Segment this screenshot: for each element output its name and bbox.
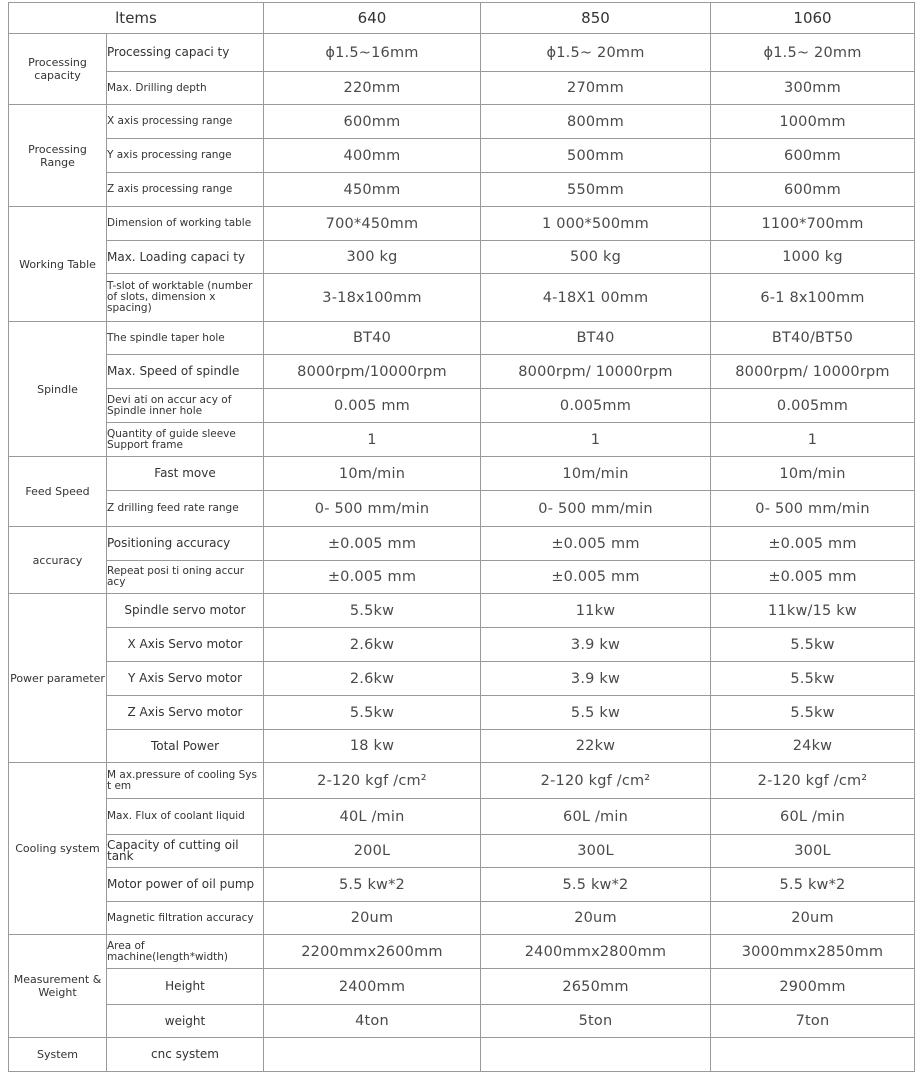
header-model-1060: 1060 — [711, 3, 915, 34]
value-640: 700*450mm — [264, 207, 481, 241]
table-row — [9, 355, 915, 389]
value-1060: 600mm — [711, 139, 915, 173]
value-1060: 1000 kg — [711, 241, 915, 274]
row-label: cnc system — [107, 1038, 264, 1072]
table-row — [9, 139, 915, 173]
value-640: 0.005 mm — [264, 389, 481, 423]
group-label: accuracy — [9, 527, 107, 594]
value-640: ɸ1.5~16mm — [264, 34, 481, 72]
value-850: 20um — [481, 902, 711, 935]
value-640: 400mm — [264, 139, 481, 173]
value-850: 2400mmx2800mm — [481, 935, 711, 969]
value-1060: 5.5 kw*2 — [711, 868, 915, 902]
value-640: 3-18x100mm — [264, 274, 481, 322]
table-row — [9, 1005, 915, 1038]
row-label: Height — [107, 969, 264, 1005]
table-row — [9, 322, 915, 355]
table-row — [9, 969, 915, 1005]
value-1060: 7ton — [711, 1005, 915, 1038]
value-1060: 5.5kw — [711, 662, 915, 696]
row-label: Max. Speed of spindle — [107, 355, 264, 389]
group-label: Processing Range — [9, 105, 107, 207]
value-640: 5.5kw — [264, 594, 481, 628]
row-label: T-slot of worktable (number of slots, dimension x spacing) — [107, 274, 264, 322]
table-row — [9, 207, 915, 241]
value-1060: 11kw/15 kw — [711, 594, 915, 628]
value-850: 10m/min — [481, 457, 711, 491]
value-640: 220mm — [264, 72, 481, 105]
table-row — [9, 105, 915, 139]
value-1060: BT40/BT50 — [711, 322, 915, 355]
row-label: M ax.pressure of cooling Sys t em — [107, 763, 264, 799]
row-label: Fast move — [107, 457, 264, 491]
value-640: 2400mm — [264, 969, 481, 1005]
group-label: Power parameter — [9, 594, 107, 763]
row-label: Area of machine(length*width) — [107, 935, 264, 969]
table-row — [9, 902, 915, 935]
table-row — [9, 389, 915, 423]
row-label: X Axis Servo motor — [107, 628, 264, 662]
table-row — [9, 935, 915, 969]
row-label: Repeat posi ti oning accur acy — [107, 561, 264, 594]
table-row — [9, 72, 915, 105]
value-850: 4-18X1 00mm — [481, 274, 711, 322]
value-1060: 2-120 kgf /cm² — [711, 763, 915, 799]
value-640: 5.5kw — [264, 696, 481, 730]
value-1060: 300L — [711, 835, 915, 868]
row-label: X axis processing range — [107, 105, 264, 139]
value-1060: 24kw — [711, 730, 915, 763]
value-640: 2.6kw — [264, 628, 481, 662]
group-label: Spindle — [9, 322, 107, 457]
group-label: Cooling system — [9, 763, 107, 935]
value-640: 10m/min — [264, 457, 481, 491]
value-640: 20um — [264, 902, 481, 935]
value-1060: 5.5kw — [711, 696, 915, 730]
table-row — [9, 628, 915, 662]
value-640: 8000rpm/10000rpm — [264, 355, 481, 389]
row-label: Max. Drilling depth — [107, 72, 264, 105]
row-label: Magnetic filtration accuracy — [107, 902, 264, 935]
value-640: 2200mmx2600mm — [264, 935, 481, 969]
value-1060: 0.005mm — [711, 389, 915, 423]
header-model-640: 640 — [264, 3, 481, 34]
row-label: Capacity of cutting oil tank — [107, 835, 264, 868]
value-1060: 1 — [711, 423, 915, 457]
value-850: 0- 500 mm/min — [481, 491, 711, 527]
value-1060: ±0.005 mm — [711, 527, 915, 561]
value-1060: ɸ1.5~ 20mm — [711, 34, 915, 72]
row-label: Max. Loading capaci ty — [107, 241, 264, 274]
header-model-850: 850 — [481, 3, 711, 34]
value-640: ±0.005 mm — [264, 561, 481, 594]
value-640: 0- 500 mm/min — [264, 491, 481, 527]
group-label: Measurement & Weight — [9, 935, 107, 1038]
table-row — [9, 868, 915, 902]
value-1060: 1100*700mm — [711, 207, 915, 241]
table-row — [9, 274, 915, 322]
value-640: 18 kw — [264, 730, 481, 763]
table-row — [9, 34, 915, 72]
group-label: Processing capacity — [9, 34, 107, 105]
value-850: 500mm — [481, 139, 711, 173]
value-1060: 3000mmx2850mm — [711, 935, 915, 969]
table-row — [9, 594, 915, 628]
table-row — [9, 763, 915, 799]
value-850: ±0.005 mm — [481, 561, 711, 594]
value-640: ±0.005 mm — [264, 527, 481, 561]
table-row — [9, 662, 915, 696]
value-850: ±0.005 mm — [481, 527, 711, 561]
value-1060: 1000mm — [711, 105, 915, 139]
value-1060: 600mm — [711, 173, 915, 207]
value-640: 2-120 kgf /cm² — [264, 763, 481, 799]
value-850: 2-120 kgf /cm² — [481, 763, 711, 799]
value-850 — [481, 1038, 711, 1072]
value-640: BT40 — [264, 322, 481, 355]
value-1060: 10m/min — [711, 457, 915, 491]
row-label: Quantity of guide sleeve Support frame — [107, 423, 264, 457]
value-850: 300L — [481, 835, 711, 868]
value-850: 270mm — [481, 72, 711, 105]
value-640: 1 — [264, 423, 481, 457]
row-label: Positioning accuracy — [107, 527, 264, 561]
group-label: Feed Speed — [9, 457, 107, 527]
row-label: Y axis processing range — [107, 139, 264, 173]
row-label: Z axis processing range — [107, 173, 264, 207]
table-row — [9, 835, 915, 868]
value-850: 60L /min — [481, 799, 711, 835]
value-850: 5.5 kw*2 — [481, 868, 711, 902]
header-items: ltems — [9, 3, 264, 34]
value-850: 3.9 kw — [481, 662, 711, 696]
value-850: BT40 — [481, 322, 711, 355]
value-640: 5.5 kw*2 — [264, 868, 481, 902]
value-640: 200L — [264, 835, 481, 868]
value-640 — [264, 1038, 481, 1072]
value-850: 5.5 kw — [481, 696, 711, 730]
table-row — [9, 730, 915, 763]
table-row — [9, 561, 915, 594]
table-row — [9, 696, 915, 730]
group-label: Working Table — [9, 207, 107, 322]
row-label: Z Axis Servo motor — [107, 696, 264, 730]
table-row — [9, 457, 915, 491]
value-850: 800mm — [481, 105, 711, 139]
row-label: Processing capaci ty — [107, 34, 264, 72]
value-850: 11kw — [481, 594, 711, 628]
spec-table — [8, 2, 915, 1072]
value-640: 600mm — [264, 105, 481, 139]
value-640: 40L /min — [264, 799, 481, 835]
value-1060: 20um — [711, 902, 915, 935]
group-label: System — [9, 1038, 107, 1072]
value-850: 1 000*500mm — [481, 207, 711, 241]
value-1060: 2900mm — [711, 969, 915, 1005]
value-1060: 8000rpm/ 10000rpm — [711, 355, 915, 389]
value-850: 3.9 kw — [481, 628, 711, 662]
table-row — [9, 1038, 915, 1072]
value-640: 450mm — [264, 173, 481, 207]
row-label: Spindle servo motor — [107, 594, 264, 628]
value-1060: ±0.005 mm — [711, 561, 915, 594]
value-850: 550mm — [481, 173, 711, 207]
row-label: Max. Flux of coolant liquid — [107, 799, 264, 835]
value-1060: 5.5kw — [711, 628, 915, 662]
table-row — [9, 799, 915, 835]
row-label: Devi ati on accur acy of Spindle inner hole — [107, 389, 264, 423]
value-1060: 6-1 8x100mm — [711, 274, 915, 322]
value-1060: 60L /min — [711, 799, 915, 835]
value-850: 22kw — [481, 730, 711, 763]
value-850: 5ton — [481, 1005, 711, 1038]
value-850: 500 kg — [481, 241, 711, 274]
value-1060: 300mm — [711, 72, 915, 105]
header-row — [9, 3, 915, 34]
row-label: Total Power — [107, 730, 264, 763]
table-row — [9, 241, 915, 274]
table-row — [9, 173, 915, 207]
value-850: 1 — [481, 423, 711, 457]
value-850: 0.005mm — [481, 389, 711, 423]
row-label: weight — [107, 1005, 264, 1038]
row-label: Z drilling feed rate range — [107, 491, 264, 527]
value-1060: 0- 500 mm/min — [711, 491, 915, 527]
value-640: 2.6kw — [264, 662, 481, 696]
value-850: ɸ1.5~ 20mm — [481, 34, 711, 72]
value-640: 300 kg — [264, 241, 481, 274]
table-row — [9, 423, 915, 457]
table-row — [9, 527, 915, 561]
value-640: 4ton — [264, 1005, 481, 1038]
row-label: Motor power of oil pump — [107, 868, 264, 902]
value-850: 2650mm — [481, 969, 711, 1005]
row-label: Y Axis Servo motor — [107, 662, 264, 696]
value-1060 — [711, 1038, 915, 1072]
row-label: Dimension of working table — [107, 207, 264, 241]
table-row — [9, 491, 915, 527]
value-850: 8000rpm/ 10000rpm — [481, 355, 711, 389]
row-label: The spindle taper hole — [107, 322, 264, 355]
